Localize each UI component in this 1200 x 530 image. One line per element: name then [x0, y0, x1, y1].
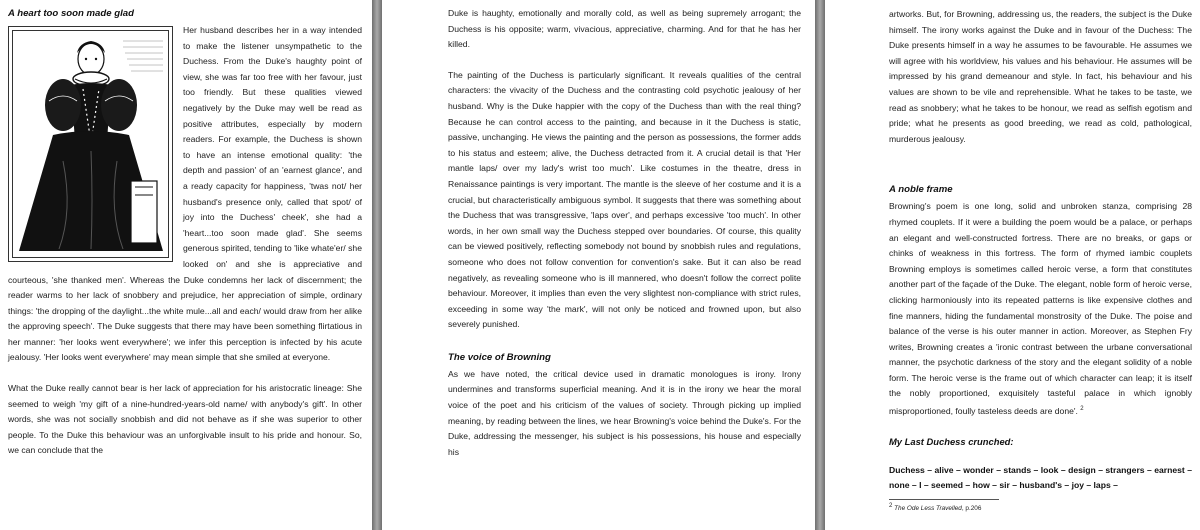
footnote-reference[interactable]: 2: [1080, 406, 1084, 413]
page1-paragraph-2: What the Duke really cannot bear is her lack of appreciation for his aristocratic lineage: She seemed to weigh 'my gift of a nine-hundred-years-old name/ with anybody's gift'. In other words, she was not socially snobbish and did not behave as if she was superior to other people. To the Duke this behaviour was an unforgivable insult to his pride and honour. So, we can conclude that the: [8, 383, 362, 456]
page-2: [382, 0, 815, 530]
footnote-title: The Ode Less Travelled: [894, 504, 962, 512]
page3-paragraph-2: [889, 199, 1192, 419]
footnote-page: , p.206: [961, 504, 982, 512]
footnote-divider: [889, 499, 999, 500]
page1-paragraph-1: Her husband describes her in a way intended to make the listener unsympathetic to the Duchess. From the Duke's haughty point of view, she was far too free with her favour, just too friendly. But these qualities viewed negatively by the Duke may well be read as positive attributes, especially by modern readers. For example, the Duchess is shown to have an intense emotional quality: 'the depth and passion' of an 'earnest glance', and a ready capacity for happiness, 'twas not/ her husband's presence only, called that spot/ of joy into the Duchess' cheek', she had a 'heart...too soon made glad'. She seems generous spirited, tending to 'like whate'er/ she looked on' and she is appreciative and courteous, 'she thanked men'. Whereas the Duke condemns her lack of discernment; the reader warms to her lack of snobbery and prejudice, her appreciation of simple, ordinary things: 'the dropping of the daylight...the white mule...all and each/ would draw from her alike the approving speech'. The Duke suggests that there may have been something flirtatious in her manner: 'her looks went everywhere'; we infer this perception is infected by his acute jealousy. 'Her looks went everywhere' may mean simple that she smiled at everyone.: [8, 25, 362, 363]
page2-paragraph-1: Duke is haughty, emotionally and morally cold, as well as being supremely arrogant; the Duchess is his opposite; warm, vivacious, appreciative, charming. And for that he has her killed.: [448, 8, 801, 50]
page-gutter-right: [815, 0, 825, 530]
crunched-heading: My Last Duchess crunched:: [889, 435, 1014, 447]
page2-paragraph-2: The painting of the Duchess is particularly significant. It reveals qualities of the central characters: the vivacity of the Duchess and the contrasting cold psychotic jealousy of her husband. Why is the Duke happier with the copy of the Duchess than with the real thing? Because he can control access to the painting, and because in it the Duchess is static, passive, unchanging. He views the painting and the person as possessions, the former adds to his status and esteem; alive, the Duchess detracted from it. A crucial detail is that 'Her mantle laps/ over my lady's wrist too much'. Like costumes in the theatre, dress in Renaissance paintings is very important. The mantle is the sleeve of her costume and it is a crucial, but characteristically ambiguous symbol. It suggests that there was something about the Duchess that was transgressive, 'laps over', and perhaps excessive 'too much'. In other words, in her own small way the Duchess stepped over boundaries. Of course, this quality can be viewed positively, reflecting somebody not bound by snobbish rules and regulations, someone who does not follow convention for convention's sake. But it can also be read negatively, as revealing someone who is ill mannered, who doesn't follow the correct polite behaviour. Moreover, it implies than even the very slightest non-compliance with strict rules, exceeding in some way 'the mark', will not only be noticed and frowned upon, but also severely punished.: [448, 69, 801, 330]
heading-noble-frame: A noble frame: [889, 184, 953, 196]
portrait-engraving-icon: [13, 31, 168, 257]
page-1: [0, 0, 372, 530]
footnote: [889, 503, 1192, 512]
duchess-portrait-image: [8, 26, 173, 262]
page-3: [825, 0, 1200, 530]
crunched-text: Duchess – alive – wonder – stands – look – design – strangers – earnest – none – I – seemed – how – sir – husband's – joy – laps –: [889, 464, 1192, 491]
page-gutter-left: [372, 0, 382, 530]
heading-voice-of-browning: The voice of Browning: [448, 351, 551, 363]
heading-heart-too-soon: A heart too soon made glad: [8, 8, 134, 19]
page3-paragraph-1: artworks. But, for Browning, addressing us, the readers, the subject is the Duke himself. The irony works against the Duke and in favour of the Duchess: The Duke presents himself in a way he assumes to be favourable. He assumes we will agree with his worldview, his values and his behaviour. He assumes will be impressed by his grand demeanour and style. In fact, his behaviour and his values are shown to be vile and reprehensible. What he takes to be taste, we read as snobbery; what he takes to be honour, we read as selfish egotism and pride; what he presents as good breeding, we read as cold, pathological, murderous jealousy.: [889, 9, 1192, 144]
footnote-number: 2: [889, 502, 893, 509]
page3-paragraph-2-text: Browning's poem is one long, solid and unbroken stanza, comprising 28 rhymed couplets. If it were a building the poem would be a palace, or perhaps an elegant and well-constructed fortress. There are no breaks, or gaps or chinks of weakness in this fortress. The form of rhymed iambic couplets Browning employs is sometimes called heroic verse, a form that constitutes another part of the façade of the Duke. The elegant, noble form of heroic verse, clicking harmoniously into its repeated patterns is like expensive clothes and fine manners, hiding the fundamental monstrosity of the Duke. The poise and balance of the verse is his outer manner in action. Moreover, as Stephen Fry writes, Browning creates a 'ironic contrast between the urbane conversational manner, the psychotic darkness of the story and the elegant solidity of a noble form. The heroic verse is the frame out of which character can leap; it is itself the nobly proportioned, exquisitely tasteful palace in which ignobly misproportioned, foully tasteless deeds are done'.: [889, 201, 1192, 416]
page2-paragraph-3: As we have noted, the critical device used in dramatic monologues is irony. Irony undermines and transforms superficial meaning. And it is in the irony we hear the moral voice of the poet and his criticism of the values of society. Through picking up implied meaning, by reading between the lines, we hear Browning's voice behind the Duke's. For the Duke, addressing the messenger, his subject is his possessions, his house and especially his: [448, 368, 801, 457]
